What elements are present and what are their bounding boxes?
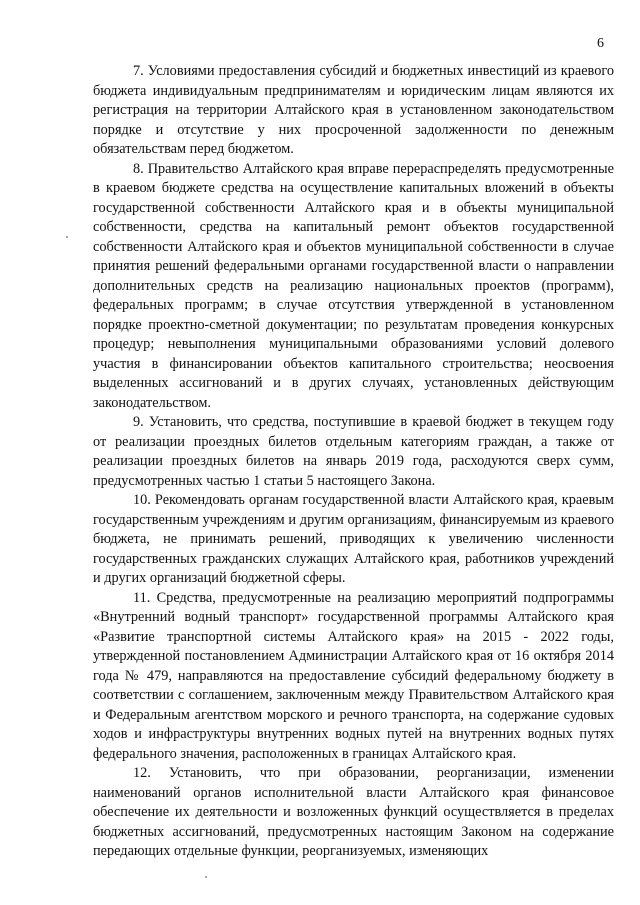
- paragraph-12: 12. Установить, что при образовании, реорганизации, изменении наименований органов исполнительной власти Алтайского края финансовое обеспечение их деятельности и возложенных функций осуществляется в пределах бюджетных ассигнований, предусмотренных настоящим Законом на содержание передающих отдельные функции, реорганизуемых, изменяющих: [93, 765, 614, 859]
- document-body: [93, 62, 614, 862]
- scan-speck: [66, 236, 68, 238]
- paragraph-9: 9. Установить, что средства, поступившие в краевой бюджет в текущем году от реализации проездных билетов отдельным категориям граждан, а также от реализации проездных билетов на январь 2019 года, расходуются сверх сумм, предусмотренных частью 1 статьи 5 настоящего Закона.: [93, 414, 614, 489]
- paragraph-10: 10. Рекомендовать органам государственной власти Алтайского края, краевым государственным учреждениям и другим организациям, финансируемым из краевого бюджета, не принимать решений, приводящих к увеличению численности государственных гражданских служащих Алтайского края, работников учреждений и других организаций бюджетной сферы.: [93, 492, 614, 586]
- page-number: 6: [597, 36, 604, 51]
- scan-speck: [205, 876, 207, 878]
- paragraph-8: 8. Правительство Алтайского края вправе перераспределять предусмотренные в краевом бюджете средства на осуществление капитальных вложений в объекты государственной собственности Алтайского края и в объекты муниципальной собственности, средства на капитальный ремонт объектов государственной собственности Алтайского края и объектов муниципальной собственности в случае принятия решений федеральными органами государственной власти о направлении дополнительных средств на реализацию национальных проектов (программ), федеральных программ; в случае отсутствия утвержденной в установленном порядке проектно-сметной документации; по результатам проведения конкурсных процедур; невыполнения муниципальными образованиями условий долевого участия в финансировании объектов капитального строительства; неосвоения выделенных ассигнований и в других случаях, установленных действующим законодательством.: [93, 160, 614, 411]
- paragraph-11: 11. Средства, предусмотренные на реализацию мероприятий подпрограммы «Внутренний водный транспорт» государственной программы Алтайского края «Развитие транспортной системы Алтайского края» на 2015 - 2022 годы, утвержденной постановлением Администрации Алтайского края от 16 октября 2014 года № 479, направляются на предоставление субсидий федеральному бюджету в соответствии с соглашением, заключенным между Правительством Алтайского края и Федеральным агентством морского и речного транспорта, на содержание судовых ходов и инфраструктуры внутренних водных путей на внутренних водных путях федерального значения, расположенных в границах Алтайского края.: [93, 589, 614, 762]
- paragraph-7: 7. Условиями предоставления субсидий и бюджетных инвестиций из краевого бюджета индивидуальным предпринимателям и юридическим лицам являются их регистрация на территории Алтайского края в установленном законодательством порядке и отсутствие у них просроченной задолженности по денежным обязательствам перед бюджетом.: [93, 63, 614, 157]
